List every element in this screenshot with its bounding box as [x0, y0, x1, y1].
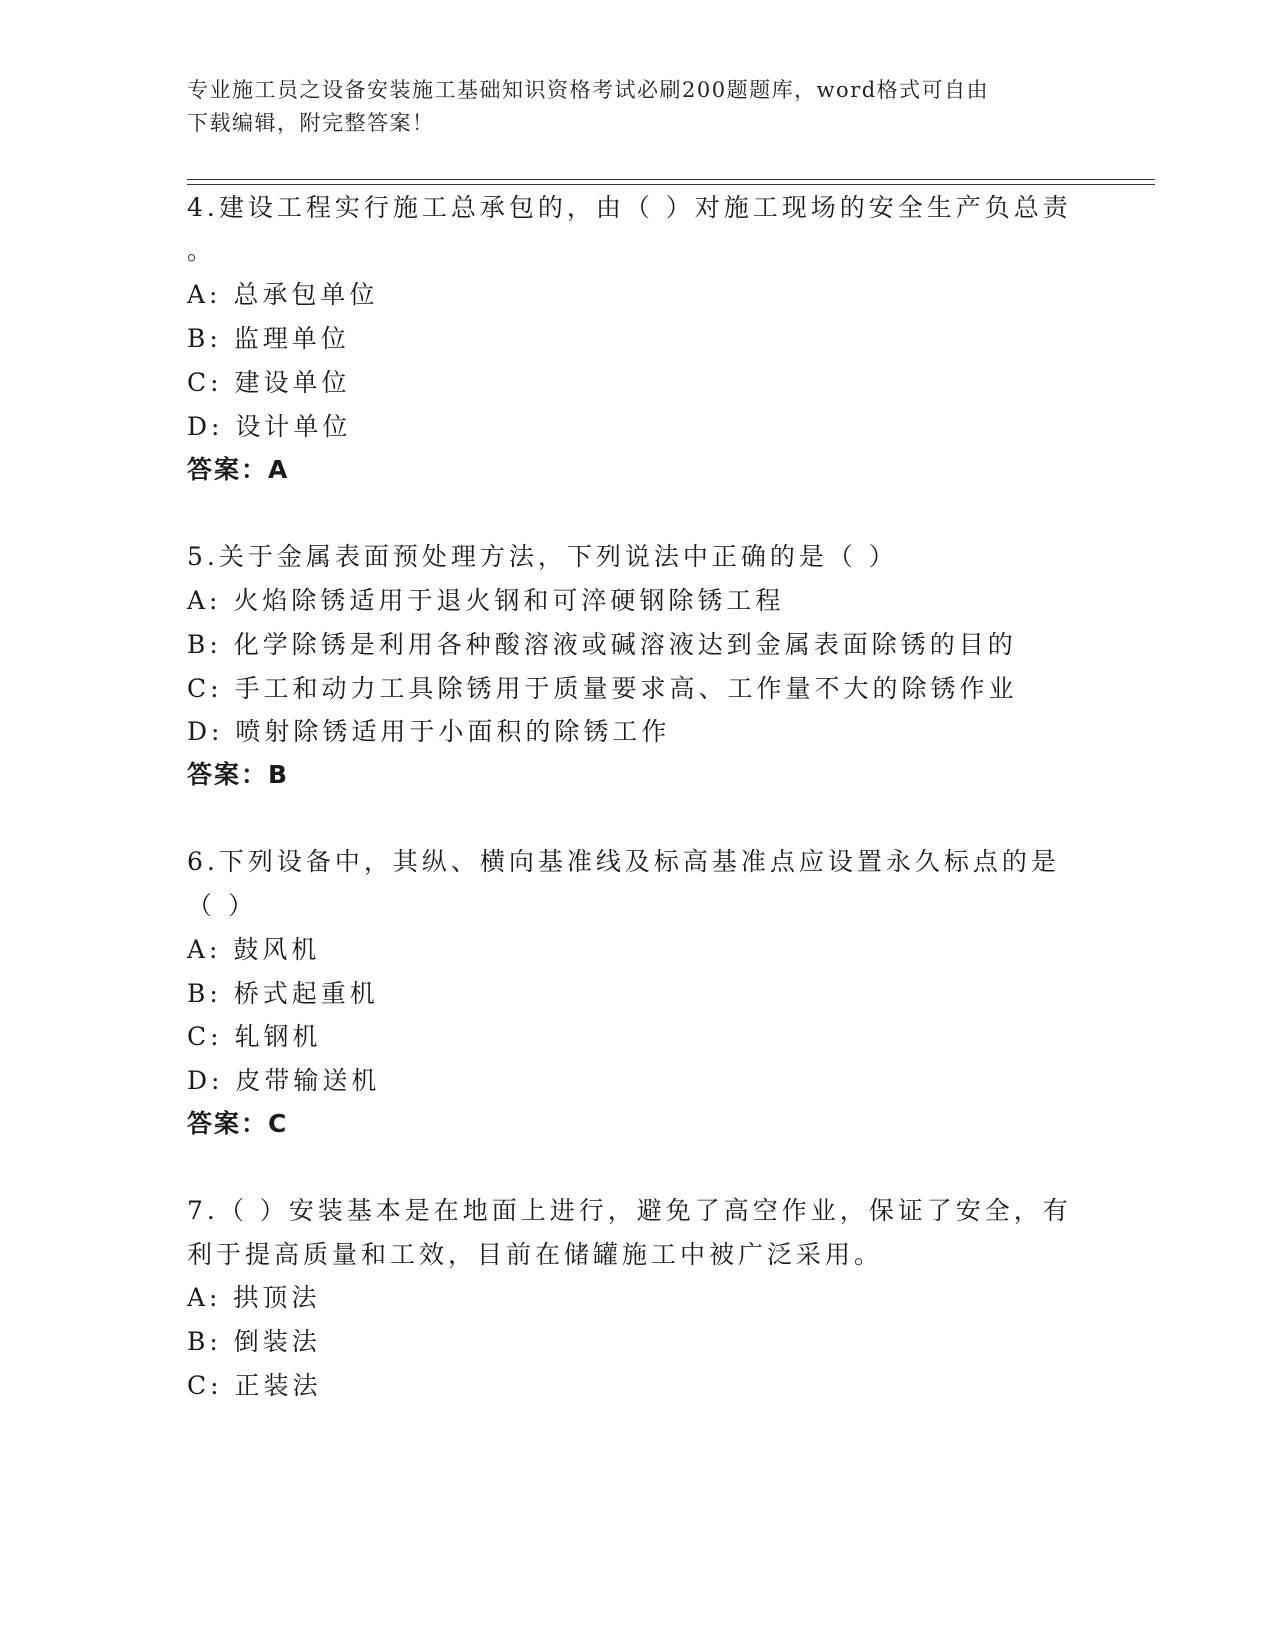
question-6-option-b: B: 桥式起重机	[187, 979, 379, 1008]
question-6-answer: 答案：C	[187, 1109, 289, 1138]
header-line-2: 下载编辑，附完整答案！	[187, 111, 435, 135]
question-4-stem-line-2: 。	[187, 236, 217, 265]
header-divider-top	[187, 179, 1155, 180]
question-5-stem-line-1: 5.关于金属表面预处理方法，下列说法中正确的是（ ）	[187, 542, 898, 571]
question-5-option-a: A: 火焰除锈适用于退火钢和可淬硬钢除锈工程	[187, 586, 785, 615]
header-line-1: 专业施工员之设备安装施工基础知识资格考试必刷200题题库，word格式可自由	[187, 78, 990, 102]
question-5-option-d: D: 喷射除锈适用于小面积的除锈工作	[187, 717, 671, 746]
header-divider-bottom	[187, 184, 1155, 185]
question-6-stem-line-2: （ ）	[187, 891, 257, 920]
question-5-option-c: C: 手工和动力工具除锈用于质量要求高、工作量不大的除锈作业	[187, 674, 1018, 703]
question-6-option-d: D: 皮带输送机	[187, 1066, 381, 1095]
question-7-option-c: C: 正装法	[187, 1371, 322, 1400]
question-7-stem-line-2: 利于提高质量和工效，目前在储罐施工中被广泛采用。	[187, 1240, 884, 1269]
question-4-option-d: D: 设计单位	[187, 412, 352, 441]
question-4-option-c: C: 建设单位	[187, 368, 351, 397]
question-4-stem-line-1: 4.建设工程实行施工总承包的，由（ ）对施工现场的安全生产负总责	[187, 193, 1072, 222]
question-6-option-c: C: 轧钢机	[187, 1022, 322, 1051]
question-7-option-b: B: 倒装法	[187, 1327, 321, 1356]
question-4-answer: 答案：A	[187, 455, 290, 484]
question-7-option-a: A: 拱顶法	[187, 1283, 321, 1312]
question-4-option-a: A: 总承包单位	[187, 280, 379, 309]
document-header	[187, 74, 1067, 140]
question-6-option-a: A: 鼓风机	[187, 935, 321, 964]
question-6-stem-line-1: 6.下列设备中，其纵、横向基准线及标高基准点应设置永久标点的是	[187, 847, 1060, 876]
question-7-stem-line-1: 7.（ ）安装基本是在地面上进行，避免了高空作业，保证了安全，有	[187, 1196, 1072, 1225]
question-4-option-b: B: 监理单位	[187, 324, 350, 353]
question-5-option-b: B: 化学除锈是利用各种酸溶液或碱溶液达到金属表面除锈的目的	[187, 630, 1017, 659]
question-5-answer: 答案：B	[187, 760, 290, 789]
